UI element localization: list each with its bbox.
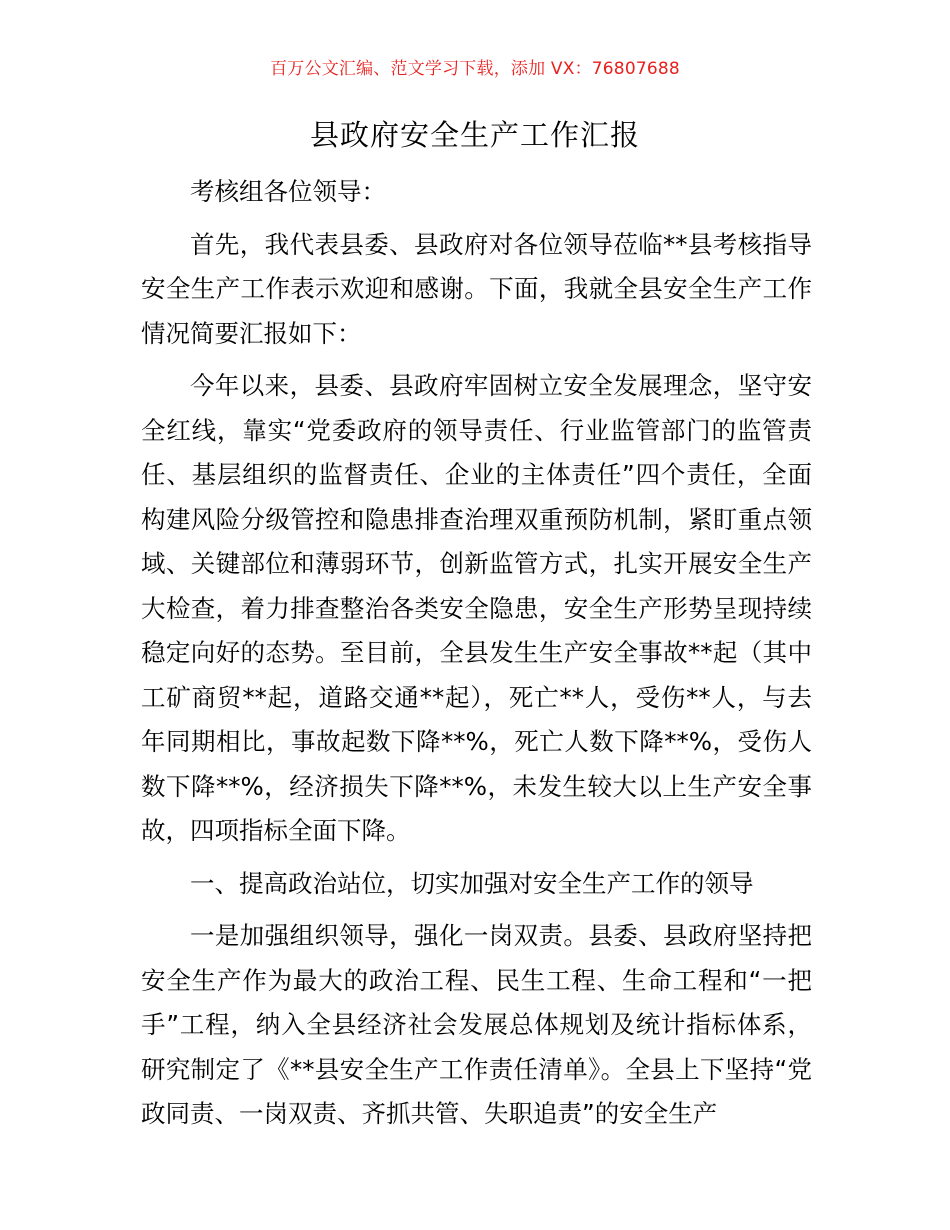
paragraph: 一是加强组织领导，强化一岗双责。县委、县政府坚持把安全生产作为最大的政治工程、民生工程、生命工程和“一把手”工程，纳入全县经济社会发展总体规划及统计指标体系，研究制定了《**县安全生产工作责任清单》。全县上下坚持“党政同责、一岗双责、齐抓共管、失职追责”的安全生产: [141, 921, 812, 1128]
paragraph: 今年以来，县委、县政府牢固树立安全发展理念，坚守安全红线，靠实“党委政府的领导责任、行业监管部门的监管责任、基层组织的监督责任、企业的主体责任”四个责任，全面构建风险分级管控和隐患排查治理双重预防机制，紧盯重点领域、关键部位和薄弱环节，创新监管方式，扎实开展安全生产大检查，着力排查整治各类安全隐患，安全生产形势呈现持续稳定向好的态势。至目前，全县发生生产安全事故**起（其中工矿商贸**起，道路交通**起），死亡**人，受伤**人，与去年同期相比，事故起数下降**%，死亡人数下降**%，受伤人数下降**%，经济损失下降**%，未发生较大以上生产安全事故，四项指标全面下降。: [141, 371, 812, 845]
watermark-banner: 百万公文汇编、范文学习下载，添加 VX：76807688: [270, 59, 680, 79]
section-heading: 一、提高政治站位，切实加强对安全生产工作的领导: [190, 868, 754, 898]
paragraph: 首先，我代表县委、县政府对各位领导莅临**县考核指导安全生产工作表示欢迎和感谢。下面，我就全县安全生产工作情况简要汇报如下：: [141, 229, 812, 348]
greeting: 考核组各位领导：: [190, 177, 386, 206]
document-body: [141, 170, 812, 1137]
page-title: 县政府安全生产工作汇报: [309, 118, 640, 152]
